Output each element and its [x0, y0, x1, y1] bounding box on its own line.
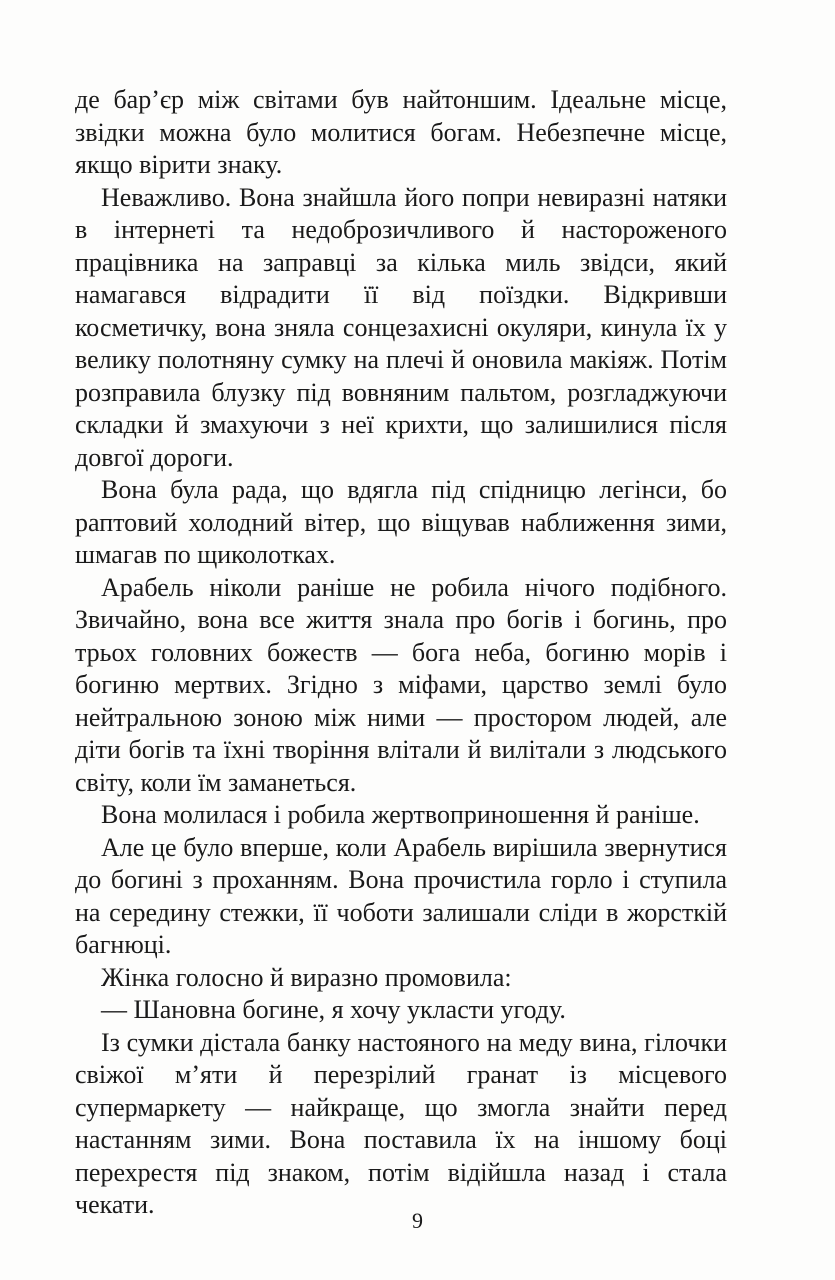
paragraph-5: Вона молилася і робила жертвоприношення й раніше.: [101, 800, 700, 829]
paragraph-7: Жінка голосно й виразно промовила:: [101, 962, 512, 992]
paragraph-2: Неважливо. Вона знайшла його попри невиразні натяки в інтернеті та недоброзичливого й настороженого працівника на заправці за кілька миль звідси, який намагався відрадити її від поїздки. Відкривши косметичку, вона зняла сонцезахисні окуляри, кинула їх у велику полотняну сумку на плечі й оновила макіяж. Потім розправила блузку під вовняним пальтом, розгладжуючи складки й змахуючи з неї крихти, що залишилися після довгої дороги.: [75, 182, 727, 472]
paragraph-6: Але це було вперше, коли Арабель вирішила звернутися до богині з проханням. Вона прочистила горло і ступила на середину стежки, її чоботи залишали сліди в жорсткій багнюці.: [75, 832, 727, 959]
page-number: 9: [412, 1208, 423, 1233]
paragraph-4: Арабель ніколи раніше не робила нічого подібного. Звичайно, вона все життя знала про богів і богинь, про трьох головних божеств — бога неба, богиню морів і богиню мертвих. Згідно з міфами, царство землі було нейтральною зоною між ними — простором людей, але діти богів та їхні творіння влітали й вилітали з людського світу, коли їм заманеться.: [75, 572, 727, 797]
body-text: [75, 84, 727, 1222]
dialogue-line: — Шановна богине, я хочу укласти угоду.: [101, 995, 566, 1024]
paragraph-continuation: де бар’єр між світами був найтоншим. Ідеальне місце, звідки можна було молитися богам. Небезпечне місце, якщо вірити знаку.: [75, 85, 727, 179]
paragraph-9: Із сумки дістала банку настояного на меду вина, гілочки свіжої м’яти й перезрілий гранат із місцевого супермаркету — найкраще, що змогла знайти перед настанням зими. Вона поставила їх на іншому боці перехрестя під знаком, потім відійшла назад і стала чекати.: [75, 1027, 727, 1219]
paragraph-3: Вона була рада, що вдягла під спідницю легінси, бо раптовий холодний вітер, що віщував наближення зими, шмагав по щиколотках.: [75, 475, 727, 569]
